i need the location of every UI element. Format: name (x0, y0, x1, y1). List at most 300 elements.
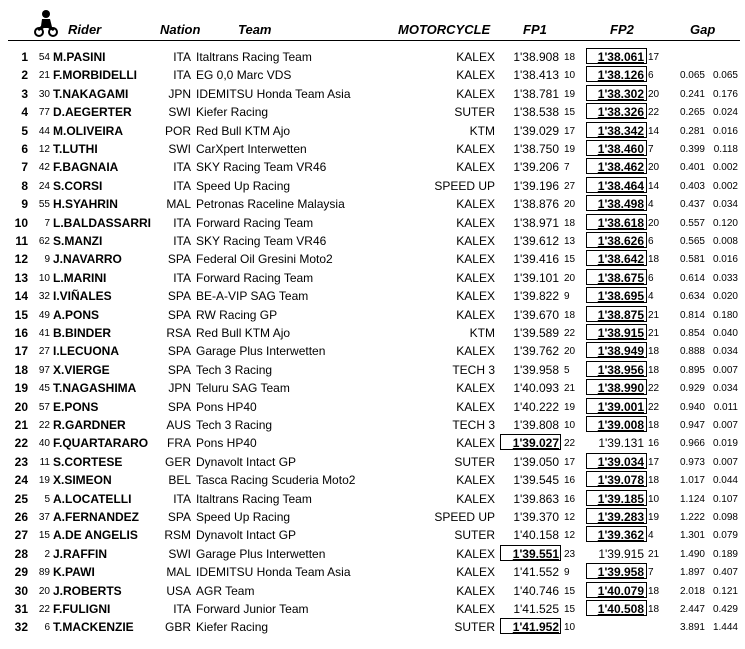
fp1-time-cell: 1'40.093 (513, 381, 559, 396)
table-row (0, 324, 745, 342)
motorcycle-cell: SPEED UP (434, 178, 495, 193)
gap-to-previous-cell: 0.034 (712, 383, 738, 395)
gap-to-previous-cell: 0.118 (713, 144, 738, 155)
gap-to-first-cell: 0.581 (679, 254, 705, 266)
position-cell: 2 (21, 68, 28, 83)
position-cell: 22 (14, 436, 28, 451)
motorcycle-cell: SUTER (454, 620, 495, 635)
fp1-time-cell: 1'38.781 (513, 86, 559, 101)
fp1-time-cell: 1'39.762 (513, 344, 559, 359)
fp2-lap-cell: 4 (648, 199, 654, 211)
fp1-time-cell: 1'41.552 (513, 565, 559, 580)
fp1-lap-cell: 20 (564, 346, 576, 358)
fp1-lap-cell: 10 (564, 622, 576, 634)
rider-name-cell: X.SIMEON (53, 473, 112, 488)
motorcycle-cell: TECH 3 (452, 362, 495, 377)
fp1-time-cell: 1'39.589 (513, 326, 559, 340)
gap-to-first-cell: 3.891 (679, 622, 705, 634)
fp1-lap-cell: 23 (564, 548, 576, 560)
fp2-time-cell: 1'38.626 (597, 234, 644, 248)
rider-number-cell: 20 (38, 585, 50, 597)
team-cell: Tech 3 Racing (196, 362, 273, 377)
rider-number-cell: 37 (38, 512, 50, 523)
motorcycle-cell: SPEED UP (434, 510, 495, 524)
gap-to-previous-cell: 0.065 (712, 70, 738, 82)
table-row (0, 306, 745, 324)
fp2-time-cell: 1'38.326 (597, 105, 644, 120)
table-row (0, 379, 745, 397)
header-fp1: FP1 (523, 22, 547, 37)
position-cell: 5 (21, 123, 28, 138)
table-row (0, 177, 745, 195)
fp1-lap-cell: 12 (564, 530, 576, 542)
rider-name-cell: H.SYAHRIN (53, 197, 118, 212)
team-cell: Forward Racing Team (196, 270, 314, 285)
fp2-lap-cell: 18 (648, 475, 660, 487)
team-cell: Kiefer Racing (196, 620, 269, 635)
fp1-lap-cell: 18 (564, 309, 576, 321)
position-cell: 25 (14, 491, 28, 506)
team-cell: Speed Up Racing (196, 510, 291, 524)
position-cell: 18 (14, 362, 28, 377)
position-cell: 27 (14, 528, 28, 543)
rider-name-cell: K.PAWI (53, 565, 95, 580)
fp1-lap-cell: 20 (564, 272, 576, 284)
fp2-time-cell: 1'39.185 (597, 491, 644, 506)
rider-name-cell: T.NAGASHIMA (53, 381, 137, 396)
rider-name-cell: S.CORTESE (53, 454, 123, 469)
rider-name-cell: L.MARINI (53, 270, 107, 285)
motorcycle-cell: KALEX (456, 289, 495, 304)
nation-cell: MAL (166, 565, 191, 580)
gap-to-previous-cell: 0.011 (713, 401, 738, 413)
gap-to-previous-cell: 0.429 (712, 604, 738, 615)
gap-to-previous-cell: 0.007 (712, 420, 738, 431)
motorcycle-cell: SUTER (454, 105, 495, 120)
fp1-lap-cell: 9 (564, 291, 570, 303)
team-cell: SKY Racing Team VR46 (196, 160, 327, 175)
fp1-lap-cell: 22 (564, 438, 576, 450)
team-cell: Red Bull KTM Ajo (196, 123, 291, 138)
motorcycle-cell: KALEX (456, 491, 495, 506)
rider-number-cell: 49 (38, 309, 50, 321)
fp2-lap-cell: 21 (648, 548, 660, 560)
gap-to-first-cell: 1.897 (679, 567, 705, 579)
position-cell: 20 (14, 399, 28, 414)
gap-to-first-cell: 0.399 (679, 144, 705, 155)
fp2-time-cell: 1'39.958 (597, 565, 644, 580)
header-rider: Rider (68, 22, 102, 37)
team-cell: Pons HP40 (196, 436, 257, 451)
fp1-lap-cell: 21 (564, 383, 576, 395)
rider-number-cell: 62 (38, 236, 50, 247)
position-cell: 29 (14, 565, 28, 580)
table-row (0, 471, 745, 489)
table-row (0, 416, 745, 434)
nation-cell: BEL (168, 473, 191, 488)
fp2-time-cell: 1'38.342 (597, 123, 644, 138)
fp2-time-cell: 1'38.956 (597, 362, 644, 377)
fp2-lap-cell: 4 (648, 530, 654, 542)
gap-to-previous-cell: 0.002 (712, 162, 738, 174)
fp1-time-cell: 1'39.545 (513, 473, 559, 488)
motorcycle-cell: KTM (469, 123, 495, 138)
nation-cell: SPA (167, 344, 191, 359)
fp1-time-cell: 1'39.029 (513, 123, 559, 138)
fp1-lap-cell: 15 (564, 585, 576, 597)
gap-to-previous-cell: 0.189 (712, 548, 738, 560)
table-row (0, 545, 745, 563)
motorcycle-cell: KALEX (456, 197, 495, 212)
team-cell: Federal Oil Gresini Moto2 (196, 252, 333, 267)
fp2-lap-cell: 4 (648, 291, 654, 303)
rider-name-cell: L.BALDASSARRI (53, 215, 151, 230)
nation-cell: SPA (167, 399, 191, 414)
fp2-time-cell: 1'39.362 (597, 528, 644, 543)
motorcycle-cell: KALEX (456, 602, 495, 616)
position-cell: 4 (21, 105, 28, 120)
fp2-time-cell: 1'38.618 (597, 215, 644, 230)
rider-name-cell: M.PASINI (53, 50, 106, 64)
rider-number-cell: 22 (38, 420, 50, 431)
header-divider (8, 40, 740, 41)
fp1-time-cell: 1'38.538 (513, 105, 559, 120)
fp1-lap-cell: 27 (564, 180, 576, 192)
gap-to-first-cell: 0.557 (679, 217, 705, 229)
fp2-lap-cell: 17 (648, 456, 660, 468)
fp1-lap-cell: 18 (564, 52, 576, 63)
motorcycle-cell: KALEX (456, 436, 495, 451)
team-cell: Teluru SAG Team (196, 381, 290, 396)
fp1-time-cell: 1'39.863 (513, 491, 559, 506)
nation-cell: ITA (173, 602, 191, 616)
fp2-time-cell: 1'38.642 (597, 252, 644, 267)
rider-name-cell: F.FULIGNI (53, 602, 111, 616)
rider-number-cell: 97 (38, 364, 50, 376)
motorcycle-cell: KALEX (456, 270, 495, 285)
motorcycle-cell: KALEX (456, 381, 495, 396)
fp2-time-cell: 1'39.008 (597, 418, 644, 432)
fp2-lap-cell: 20 (648, 217, 660, 229)
motorcycle-cell: KALEX (456, 160, 495, 175)
fp1-time-cell: 1'39.370 (513, 510, 559, 524)
fp2-time-cell: 1'38.949 (597, 344, 644, 359)
gap-to-previous-cell: 0.016 (712, 125, 738, 137)
position-cell: 17 (14, 344, 28, 359)
position-cell: 11 (15, 234, 28, 248)
fp1-time-cell: 1'39.416 (513, 252, 559, 267)
team-cell: Italtrans Racing Team (196, 491, 312, 506)
rider-name-cell: M.OLIVEIRA (53, 123, 124, 138)
position-cell: 8 (21, 178, 28, 193)
gap-to-first-cell: 0.929 (679, 383, 705, 395)
fp1-lap-cell: 18 (564, 217, 576, 229)
position-cell: 31 (14, 602, 28, 616)
table-row (0, 563, 745, 581)
nation-cell: POR (164, 123, 191, 138)
gap-to-first-cell: 0.814 (679, 309, 705, 321)
gap-to-previous-cell: 1.444 (712, 622, 738, 634)
fp1-time-cell: 1'39.670 (513, 307, 559, 322)
team-cell: Pons HP40 (196, 399, 257, 414)
team-cell: Kiefer Racing (196, 105, 269, 120)
position-cell: 14 (14, 289, 28, 304)
fp2-time-cell: 1'38.915 (597, 326, 644, 340)
team-cell: CarXpert Interwetten (196, 142, 307, 156)
gap-to-first-cell: 0.614 (679, 272, 705, 284)
motorcycle-cell: KALEX (456, 307, 495, 322)
team-cell: Tasca Racing Scuderia Moto2 (196, 473, 356, 488)
rider-name-cell: T.LUTHI (53, 142, 98, 156)
nation-cell: ITA (173, 178, 191, 193)
fp1-time-cell: 1'39.206 (513, 160, 559, 175)
position-cell: 21 (14, 418, 28, 432)
rider-name-cell: J.ROBERTS (53, 583, 122, 598)
gap-to-first-cell: 0.565 (679, 236, 705, 247)
rider-name-cell: I.LECUONA (53, 344, 119, 359)
gap-to-previous-cell: 0.019 (712, 438, 738, 450)
gap-to-first-cell: 0.947 (679, 420, 705, 431)
fp2-time-cell: 1'39.001 (597, 399, 644, 414)
nation-cell: USA (166, 583, 191, 598)
fp2-lap-cell: 7 (648, 144, 654, 155)
position-cell: 10 (14, 215, 28, 230)
team-cell: RW Racing GP (196, 307, 278, 322)
gap-to-first-cell: 0.940 (679, 401, 705, 413)
fp1-time-cell: 1'40.222 (513, 399, 559, 414)
fp1-lap-cell: 22 (564, 328, 576, 339)
fp2-lap-cell: 14 (648, 180, 660, 192)
motorcycle-cell: KALEX (456, 252, 495, 267)
table-row (0, 434, 745, 452)
motorcycle-cell: TECH 3 (452, 418, 495, 432)
rider-number-cell: 19 (38, 475, 50, 487)
gap-to-first-cell: 0.065 (679, 70, 705, 82)
team-cell: Dynavolt Intact GP (196, 454, 297, 469)
gap-to-first-cell: 1.017 (679, 475, 705, 487)
rider-number-cell: 30 (38, 88, 50, 100)
motorcycle-cell: KALEX (456, 399, 495, 414)
rider-name-cell: T.NAKAGAMI (53, 86, 129, 101)
gap-to-previous-cell: 0.034 (712, 346, 738, 358)
gap-to-previous-cell: 0.044 (712, 475, 738, 487)
position-cell: 16 (14, 326, 28, 340)
motorcycle-cell: KTM (469, 326, 495, 340)
gap-to-previous-cell: 0.034 (712, 199, 738, 211)
team-cell: Garage Plus Interwetten (196, 344, 326, 359)
fp1-time-cell: 1'40.746 (513, 583, 559, 598)
team-cell: EG 0,0 Marc VDS (196, 68, 292, 83)
fp2-time-cell: 1'38.695 (597, 289, 644, 304)
motorcycle-cell: KALEX (456, 142, 495, 156)
gap-to-previous-cell: 0.176 (712, 88, 738, 100)
motorcycle-cell: SUTER (454, 454, 495, 469)
rider-number-cell: 55 (38, 199, 50, 211)
position-cell: 30 (14, 583, 28, 598)
table-row (0, 526, 745, 544)
gap-to-first-cell: 0.403 (679, 180, 705, 192)
nation-cell: FRA (167, 436, 191, 451)
fp1-lap-cell: 5 (564, 364, 570, 376)
nation-cell: ITA (173, 68, 191, 83)
fp1-lap-cell: 16 (564, 475, 576, 487)
rider-name-cell: T.MACKENZIE (53, 620, 134, 635)
table-row (0, 66, 745, 84)
nation-cell: ITA (173, 491, 191, 506)
fp2-lap-cell: 20 (648, 162, 660, 174)
gap-to-previous-cell: 0.008 (712, 236, 738, 247)
fp1-lap-cell: 13 (564, 236, 576, 247)
fp1-lap-cell: 15 (564, 254, 576, 266)
rider-name-cell: J.NAVARRO (53, 252, 122, 267)
gap-to-previous-cell: 0.024 (712, 107, 738, 119)
fp1-lap-cell: 19 (564, 88, 576, 100)
fp1-lap-cell: 17 (564, 456, 576, 468)
fp2-time-cell: 1'39.915 (598, 546, 644, 561)
gap-to-previous-cell: 0.079 (712, 530, 738, 542)
motorcycle-cell: KALEX (456, 215, 495, 230)
gap-to-first-cell: 0.437 (679, 199, 705, 211)
rider-number-cell: 27 (38, 346, 50, 358)
rider-number-cell: 44 (38, 125, 50, 137)
fp2-time-cell: 1'38.460 (597, 142, 644, 156)
nation-cell: SPA (167, 307, 191, 322)
header-fp2: FP2 (610, 22, 634, 37)
nation-cell: SPA (167, 289, 191, 304)
fp2-time-cell: 1'40.079 (597, 583, 644, 598)
table-row (0, 140, 745, 158)
fp2-lap-cell: 17 (648, 52, 660, 63)
fp1-time-cell: 1'41.952 (512, 620, 559, 635)
gap-to-first-cell: 0.854 (679, 328, 705, 339)
fp1-time-cell: 1'41.525 (513, 602, 559, 616)
header-motorcycle: MOTORCYCLE (398, 22, 491, 37)
position-cell: 19 (14, 381, 28, 396)
position-cell: 13 (14, 270, 28, 285)
nation-cell: ITA (173, 50, 191, 64)
fp1-time-cell: 1'39.958 (513, 362, 559, 377)
fp1-time-cell: 1'38.876 (513, 197, 559, 212)
nation-cell: MAL (166, 197, 191, 212)
table-row (0, 269, 745, 287)
motorcycle-cell: KALEX (456, 565, 495, 580)
rider-name-cell: A.DE ANGELIS (53, 528, 138, 543)
gap-to-first-cell: 2.447 (679, 604, 705, 615)
gap-to-previous-cell: 0.007 (712, 456, 738, 468)
table-row (0, 287, 745, 305)
nation-cell: ITA (173, 234, 191, 248)
fp1-lap-cell: 17 (564, 125, 576, 137)
gap-to-first-cell: 0.401 (679, 162, 705, 174)
motorcycle-cell: KALEX (456, 583, 495, 598)
rider-number-cell: 10 (38, 272, 50, 284)
fp1-lap-cell: 15 (564, 107, 576, 119)
fp1-time-cell: 1'39.808 (513, 418, 559, 432)
table-row (0, 600, 745, 618)
fp2-lap-cell: 21 (648, 328, 660, 339)
position-cell: 32 (14, 620, 28, 635)
motorcycle-rider-icon (33, 9, 59, 37)
position-cell: 24 (14, 473, 28, 488)
position-cell: 12 (14, 252, 28, 267)
table-row (0, 48, 745, 66)
nation-cell: JPN (168, 86, 191, 101)
table-row (0, 508, 745, 526)
fp1-time-cell: 1'39.551 (512, 546, 559, 561)
gap-to-previous-cell: 0.040 (712, 328, 738, 339)
motorcycle-cell: SUTER (454, 528, 495, 543)
fp2-lap-cell: 22 (648, 401, 660, 413)
position-cell: 23 (14, 454, 28, 469)
rider-number-cell: 6 (44, 622, 50, 634)
position-cell: 28 (14, 546, 28, 561)
fp1-lap-cell: 10 (564, 420, 576, 431)
gap-to-first-cell: 0.973 (679, 456, 705, 468)
fp2-time-cell: 1'39.131 (598, 436, 644, 451)
fp2-lap-cell: 19 (648, 512, 660, 523)
fp1-time-cell: 1'39.196 (513, 178, 559, 193)
gap-to-first-cell: 0.888 (679, 346, 705, 358)
gap-to-first-cell: 0.265 (679, 107, 705, 119)
gap-to-first-cell: 0.966 (679, 438, 705, 450)
team-cell: Red Bull KTM Ajo (196, 326, 291, 340)
header-gap: Gap (690, 22, 716, 37)
rider-number-cell: 7 (44, 217, 50, 229)
gap-to-previous-cell: 0.121 (712, 585, 738, 597)
position-cell: 1 (21, 50, 28, 64)
header-team: Team (238, 22, 272, 37)
nation-cell: SWI (168, 546, 191, 561)
gap-to-first-cell: 0.241 (679, 88, 705, 100)
team-cell: Forward Racing Team (196, 215, 314, 230)
rider-name-cell: E.PONS (53, 399, 99, 414)
fp1-time-cell: 1'39.101 (513, 270, 559, 285)
motorcycle-cell: KALEX (456, 473, 495, 488)
fp2-lap-cell: 18 (648, 254, 660, 266)
nation-cell: AUS (166, 418, 191, 432)
rider-number-cell: 11 (39, 456, 50, 468)
table-row (0, 618, 745, 636)
rider-number-cell: 45 (38, 383, 50, 395)
nation-cell: SPA (167, 362, 191, 377)
fp2-time-cell: 1'38.462 (597, 160, 644, 175)
rider-name-cell: R.GARDNER (53, 418, 126, 432)
rider-number-cell: 5 (44, 493, 50, 505)
gap-to-previous-cell: 0.033 (712, 272, 738, 284)
gap-to-first-cell: 1.124 (679, 493, 705, 505)
rider-number-cell: 89 (38, 567, 50, 579)
fp2-time-cell: 1'38.990 (597, 381, 644, 396)
rider-name-cell: A.FERNANDEZ (53, 510, 139, 524)
fp1-time-cell: 1'39.822 (513, 289, 559, 304)
nation-cell: GER (164, 454, 191, 469)
motorcycle-cell: KALEX (456, 86, 495, 101)
rider-name-cell: F.MORBIDELLI (53, 68, 137, 83)
fp2-lap-cell: 6 (648, 236, 654, 247)
fp1-time-cell: 1'38.413 (513, 68, 559, 83)
gap-to-previous-cell: 0.120 (712, 217, 738, 229)
rider-name-cell: F.QUARTARARO (53, 436, 149, 451)
nation-cell: RSM (164, 528, 191, 543)
fp2-lap-cell: 20 (648, 88, 660, 100)
motorcycle-cell: KALEX (456, 546, 495, 561)
table-row (0, 122, 745, 140)
fp2-lap-cell: 18 (648, 604, 660, 615)
table-row (0, 342, 745, 360)
fp2-lap-cell: 14 (648, 125, 660, 137)
nation-cell: SWI (168, 142, 191, 156)
fp2-time-cell: 1'39.034 (597, 454, 644, 469)
